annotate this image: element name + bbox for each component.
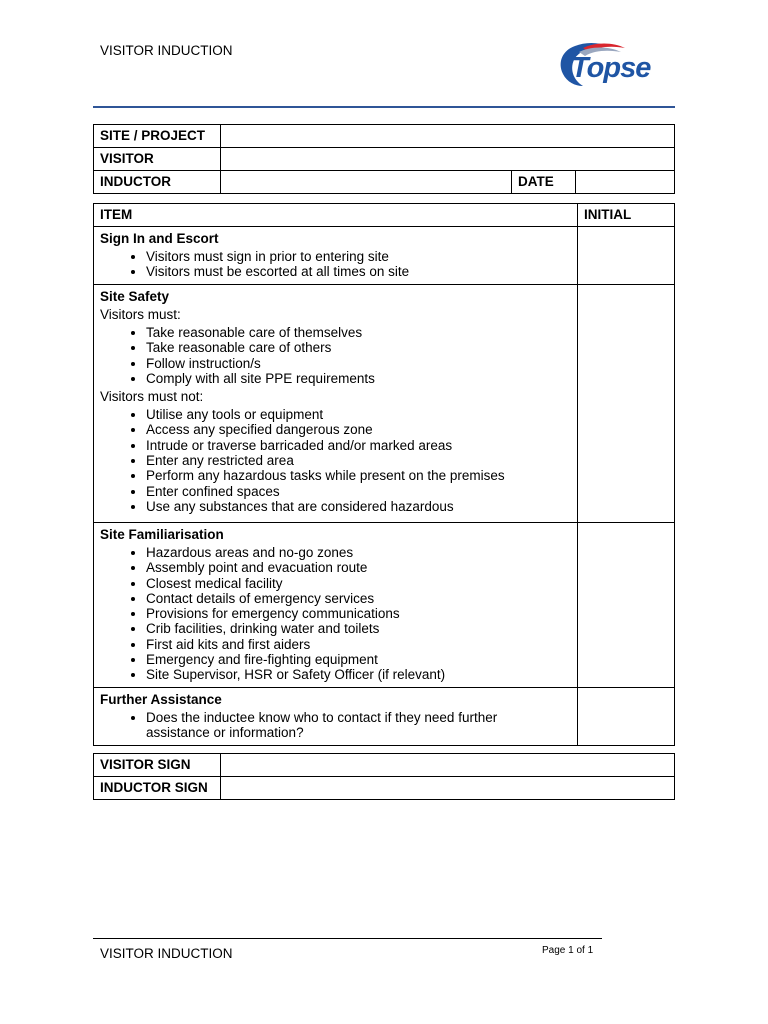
sign-in-cell xyxy=(94,227,578,285)
visitor-sign-row xyxy=(94,754,675,777)
list-item: • Intrude or traverse barricaded and/or marked areas xyxy=(146,438,571,453)
induction-items-table xyxy=(93,203,675,746)
must-label: Visitors must: xyxy=(100,307,181,322)
page-number: Page 1 of 1 xyxy=(542,945,594,956)
visitor-sign-label: VISITOR SIGN xyxy=(94,754,221,777)
inductor-sign-label: INDUCTOR SIGN xyxy=(94,777,221,800)
list-item: • Follow instruction/s xyxy=(146,356,571,371)
topse-logo xyxy=(553,40,677,92)
inductor-field[interactable] xyxy=(221,171,512,194)
initial-field[interactable] xyxy=(578,285,675,523)
logo-text: Topse xyxy=(571,52,651,84)
list-item: • Enter confined spaces xyxy=(146,484,571,499)
list-item: • Closest medical facility xyxy=(146,576,571,591)
list-item: • Does the inductee know who to contact if they need further assistance or information? xyxy=(146,710,526,741)
list-item: • Contact details of emergency services xyxy=(146,591,571,606)
site-field[interactable] xyxy=(221,125,675,148)
list-item: • Enter any restricted area xyxy=(146,453,571,468)
familiarisation-cell xyxy=(94,523,578,688)
must-not-label: Visitors must not: xyxy=(100,389,204,405)
initial-field[interactable] xyxy=(578,227,675,285)
list-item: • Provisions for emergency communications xyxy=(146,606,571,621)
visitor-row xyxy=(94,148,675,171)
table-row-familiarisation xyxy=(94,523,675,688)
items-header-row xyxy=(94,204,675,227)
inductor-sign-field[interactable] xyxy=(221,777,675,800)
list-item: • Take reasonable care of themselves xyxy=(146,325,571,340)
must-list xyxy=(100,325,571,386)
list-item: • First aid kits and first aiders xyxy=(146,637,571,652)
list-item: • Take reasonable care of others xyxy=(146,340,571,355)
initial-field[interactable] xyxy=(578,688,675,746)
list-item: • Site Supervisor, HSR or Safety Officer (if relevant) xyxy=(146,667,571,682)
section-title: Site Familiarisation xyxy=(100,527,224,542)
assistance-cell xyxy=(94,688,578,746)
section-title: Further Assistance xyxy=(100,692,222,707)
list-item: • Visitors must sign in prior to entering site xyxy=(146,249,571,264)
table-row-sign-in xyxy=(94,227,675,285)
inductor-label: INDUCTOR xyxy=(94,171,221,194)
list-item: • Access any specified dangerous zone xyxy=(146,422,571,437)
table-row-site-safety xyxy=(94,285,675,523)
site-row xyxy=(94,125,675,148)
footer-rule xyxy=(93,938,602,939)
list-item: • Visitors must be escorted at all times on site xyxy=(146,264,571,279)
site-label: SITE / PROJECT xyxy=(94,125,221,148)
table-row-assistance xyxy=(94,688,675,746)
list-item: • Hazardous areas and no-go zones xyxy=(146,545,571,560)
assistance-list xyxy=(100,710,571,741)
list-item: • Use any substances that are considered hazardous xyxy=(146,499,571,514)
inductor-sign-row xyxy=(94,777,675,800)
list-item: • Emergency and fire-fighting equipment xyxy=(146,652,571,667)
list-item: • Assembly point and evacuation route xyxy=(146,560,571,575)
sign-in-list xyxy=(100,249,571,280)
signature-table xyxy=(93,753,675,800)
list-item: • Comply with all site PPE requirements xyxy=(146,371,571,386)
familiarisation-list xyxy=(100,545,571,683)
footer-title: VISITOR INDUCTION xyxy=(100,946,233,961)
visitor-field[interactable] xyxy=(221,148,675,171)
visitor-label: VISITOR xyxy=(94,148,221,171)
section-title: Site Safety xyxy=(100,289,170,304)
visitor-sign-field[interactable] xyxy=(221,754,675,777)
visitor-info-table xyxy=(93,124,675,194)
list-item: • Utilise any tools or equipment xyxy=(146,407,571,422)
initial-field[interactable] xyxy=(578,523,675,688)
site-safety-cell xyxy=(94,285,578,523)
must-not-list xyxy=(100,407,571,514)
header-title: VISITOR INDUCTION xyxy=(100,43,233,58)
header-rule xyxy=(93,106,675,108)
list-item: • Perform any hazardous tasks while present on the premises xyxy=(146,468,571,483)
date-field[interactable] xyxy=(576,171,675,194)
list-item: • Crib facilities, drinking water and toilets xyxy=(146,621,571,636)
inductor-row xyxy=(94,171,675,194)
item-header: ITEM xyxy=(94,204,578,227)
section-title: Sign In and Escort xyxy=(100,231,219,246)
initial-header: INITIAL xyxy=(578,204,675,227)
date-label: DATE xyxy=(512,171,576,194)
